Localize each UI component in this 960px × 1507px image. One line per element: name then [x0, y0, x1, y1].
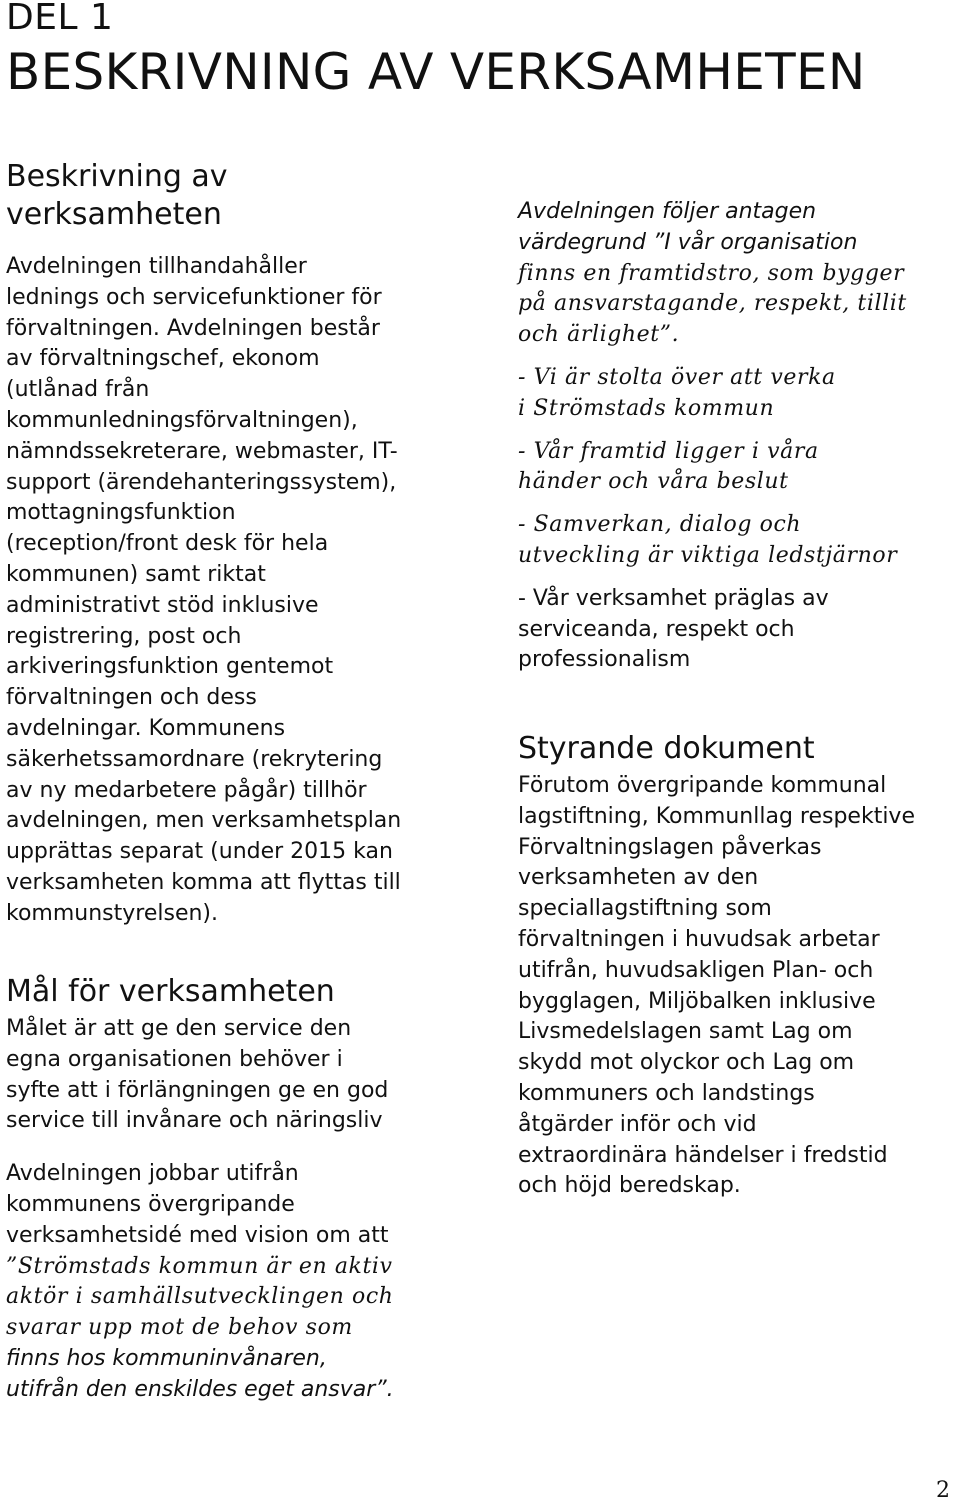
- body-line: verksamhetsidé med vision om att: [6, 1222, 389, 1248]
- body-line: Målet är att ge den service den: [6, 1016, 352, 1041]
- body-line: av ny medarbetere pågår) tillhör: [6, 777, 367, 803]
- value-bullet: [518, 584, 954, 676]
- bullet-line: serviceanda, respekt och: [518, 616, 795, 642]
- body-line: förvaltningen och dess: [6, 685, 257, 711]
- body-line: Avdelningen jobbar utifrån: [6, 1161, 299, 1187]
- section-description-title: [6, 158, 456, 234]
- body-line: utifrån, huvudsakligen Plan- och: [518, 957, 874, 983]
- vision-quote-line: utifrån den enskildes eget ansvar”.: [6, 1376, 394, 1402]
- title-line: verksamheten: [6, 197, 222, 232]
- vision-quote-line: ”Strömstads kommun är en aktiv: [6, 1253, 393, 1279]
- values-line: och ärlighet”.: [518, 322, 680, 348]
- body-line: arkiveringsfunktion gentemot: [6, 654, 334, 680]
- body-line: syfte att i förlängningen ge en god: [6, 1077, 389, 1103]
- bullet-line: - Samverkan, dialog och: [518, 512, 802, 538]
- body-line: upprättas separat (under 2015 kan: [6, 839, 393, 865]
- body-line: lednings och servicefunktioner för: [6, 284, 382, 310]
- values-line: på ansvarstagande, respekt, tillit: [518, 291, 907, 317]
- values-block: [518, 197, 954, 676]
- body-line: kommunen) samt riktat: [6, 561, 266, 587]
- body-line: service till invånare och näringsliv: [6, 1108, 383, 1134]
- body-line: kommunens övergripande: [6, 1191, 295, 1217]
- body-line: säkerhetssamordnare (rekrytering: [6, 746, 383, 772]
- section-goals-title: Mål för verksamheten: [6, 974, 335, 1009]
- body-line: Avdelningen tillhandahåller: [6, 254, 307, 279]
- page-number: 2: [936, 1478, 950, 1503]
- body-line: kommunledningsförvaltningen),: [6, 407, 358, 433]
- values-line: Avdelningen följer antagen: [518, 199, 817, 224]
- bullet-line: - Vår verksamhet präglas av: [518, 585, 829, 611]
- vision-quote-line: aktör i samhällsutvecklingen och: [6, 1284, 394, 1310]
- value-bullet: [518, 363, 954, 425]
- value-bullet: [518, 437, 954, 499]
- body-line: verksamheten komma att flyttas till: [6, 869, 401, 895]
- body-line: verksamheten av den: [518, 865, 759, 891]
- section-governing-documents-title: Styrande dokument: [518, 731, 815, 766]
- body-line: speciallagstiftning som: [518, 896, 772, 922]
- body-line: (reception/front desk för hela: [6, 531, 329, 557]
- body-line: skydd mot olyckor och Lag om: [518, 1050, 855, 1076]
- vision-quote-line: finns hos kommuninvånaren,: [6, 1345, 327, 1371]
- value-bullet: [518, 510, 954, 572]
- vision-quote-line: svarar upp mot de behov som: [6, 1315, 353, 1341]
- body-line: kommunstyrelsen).: [6, 900, 218, 926]
- body-line: förvaltningen i huvudsak arbetar: [518, 926, 880, 952]
- body-line: (utlånad från: [6, 377, 150, 403]
- body-line: kommuners och landstings: [518, 1080, 815, 1106]
- part-label: DEL 1: [6, 0, 114, 38]
- body-line: nämndssekreterare, webmaster, IT-: [6, 438, 398, 464]
- body-line: bygglagen, Miljöbalken inklusive: [518, 988, 876, 1014]
- body-line: avdelningar. Kommunens: [6, 715, 286, 741]
- body-line: av förvaltningschef, ekonom: [6, 346, 320, 372]
- body-line: registrering, post och: [6, 623, 242, 649]
- body-line: administrativt stöd inklusive: [6, 592, 319, 618]
- values-line: finns en framtidstro, som bygger: [518, 260, 905, 286]
- body-line: avdelningen, men verksamhetsplan: [6, 808, 402, 834]
- section-goals: [6, 973, 456, 1406]
- title-line: Beskrivning av: [6, 159, 228, 194]
- page-title: BESKRIVNING AV VERKSAMHETEN: [6, 43, 866, 101]
- bullet-line: - Vår framtid ligger i våra: [518, 438, 819, 464]
- body-line: lagstiftning, Kommunllag respektive: [518, 803, 915, 829]
- section-description-body: [6, 252, 456, 930]
- section-governing-documents: [518, 730, 954, 1202]
- goals-paragraph: [6, 1014, 456, 1137]
- values-line: värdegrund ”I vår organisation: [518, 229, 858, 255]
- body-line: Livsmedelslagen samt Lag om: [518, 1019, 853, 1045]
- body-line: åtgärder inför och vid: [518, 1111, 757, 1137]
- section-description: [6, 158, 456, 930]
- body-line: support (ärendehanteringssystem),: [6, 469, 397, 495]
- bullet-line: - Vi är stolta över att verka: [518, 364, 836, 390]
- body-line: extraordinära händelser i fredstid: [518, 1142, 888, 1168]
- body-line: mottagningsfunktion: [6, 500, 236, 526]
- bullet-line: i Strömstads kommun: [518, 395, 775, 421]
- governing-documents-body: [518, 771, 954, 1202]
- body-line: Förvaltningslagen påverkas: [518, 834, 822, 860]
- body-line: egna organisationen behöver i: [6, 1046, 343, 1072]
- body-line: Förutom övergripande kommunal: [518, 773, 887, 798]
- bullet-line: professionalism: [518, 647, 691, 673]
- bullet-line: händer och våra beslut: [518, 469, 789, 495]
- vision-paragraph: [6, 1159, 456, 1405]
- body-line: och höjd beredskap.: [518, 1173, 741, 1199]
- bullet-line: utveckling är viktiga ledstjärnor: [518, 542, 898, 568]
- values-paragraph: [518, 197, 954, 351]
- body-line: förvaltningen. Avdelningen består: [6, 315, 380, 341]
